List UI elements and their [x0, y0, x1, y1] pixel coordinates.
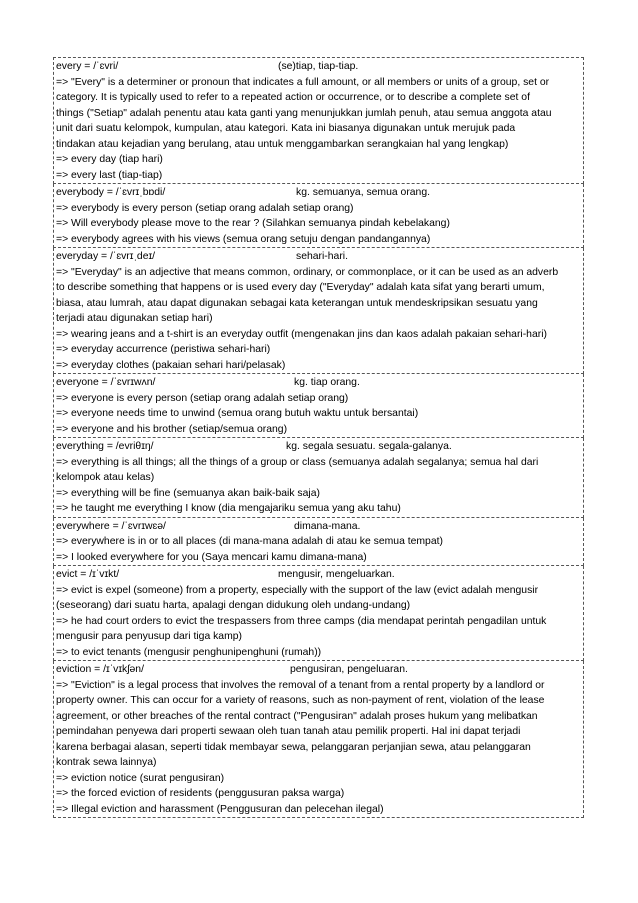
entry-meaning: kg. segala sesuatu. segala-galanya. — [286, 441, 452, 452]
entry-line: category. It is typically used to refer to a repeated action or occurrence, or to describe a complete set of — [56, 92, 530, 103]
dictionary-entry — [53, 184, 584, 248]
entry-headline — [56, 439, 581, 455]
entry-meaning: kg. semuanya, semua orang. — [296, 187, 430, 198]
entry-headline — [56, 375, 581, 391]
dictionary-entry — [53, 661, 584, 818]
entry-line-start: => everyone and his brother (setiap/semua orang) — [56, 423, 288, 435]
entry-term: evict = /ɪˈvɪkt/ — [56, 569, 120, 580]
entry-line-start: => evict is expel (someone) from a property, especially with the support of the law (evict adalah mengusir — [56, 584, 539, 596]
entry-line: to describe something that happens or is used every day ("Everyday" adalah kata sifat yang berarti umum, — [56, 282, 545, 293]
entry-meaning: sehari-hari. — [296, 251, 348, 262]
entry-term: everyone = /ˈɛvrɪwʌn/ — [56, 377, 156, 388]
entry-line: kelompok atau kelas) — [56, 472, 155, 483]
entry-headline — [56, 567, 581, 583]
entry-meaning: mengusir, mengeluarkan. — [278, 569, 395, 580]
dictionary-entry — [53, 374, 584, 438]
entry-term: everybody = /ˈɛvrɪˌbɒdi/ — [56, 187, 166, 198]
entry-line-start: => everyone is every person (setiap orang adalah setiap orang) — [56, 392, 349, 404]
entry-meaning: kg. tiap orang. — [294, 377, 360, 388]
entry-line-start: => everyone needs time to unwind (semua orang butuh waktu untuk bersantai) — [56, 408, 419, 419]
entry-headline — [56, 249, 581, 265]
entry-headline — [56, 662, 581, 678]
entry-line-start: => "Everyday" is an adjective that means common, ordinary, or commonplace, or it can be used as an adverb — [56, 266, 559, 278]
entry-line-start: => eviction notice (surat pengusiran) — [56, 772, 225, 784]
entry-term: everything = /evriθɪŋ/ — [56, 441, 154, 452]
entry-line-start: => everyday accurrence (peristiwa sehari-hari) — [56, 344, 271, 355]
entry-line-start: => everybody agrees with his views (semua orang setuju dengan pandangannya) — [56, 233, 431, 245]
entry-line-start: => Illegal eviction and harassment (Penggusuran dan pelecehan ilegal) — [56, 803, 384, 815]
entry-line: things ("Setiap" adalah penentu atau kata ganti yang menunjukkan jumlah penuh, atau semua anggota atau — [56, 107, 552, 119]
entry-line-start: => "Every" is a determiner or pronoun that indicates a full amount, or all members or units of a group, set or — [56, 76, 550, 88]
entry-line: biasa, atau lumrah, atau dapat digunakan sebagai kata keterangan untuk mendeskripsikan sesuatu yang — [56, 297, 538, 309]
entry-headline — [56, 185, 581, 201]
entry-line-start: => everyday clothes (pakaian sehari hari/pelasak) — [56, 359, 286, 371]
entry-line: mengusir para penyusup dari tiga kamp) — [56, 631, 242, 642]
dictionary-entry — [53, 518, 584, 567]
entry-line: (seseorang) dari suatu harta, apalagi dengan didukung oleh undang-undang) — [56, 600, 411, 611]
dictionary-entry — [53, 248, 584, 374]
entry-line-start: => Will everybody please move to the rear ? (Silahkan semuanya pindah kebelakang) — [56, 218, 450, 229]
entry-term: every = /ˈɛvri/ — [56, 61, 119, 72]
entry-line-start: => everywhere is in or to all places (di mana-mana adalah di atau ke semua tempat) — [56, 536, 443, 547]
entry-line: kontrak sewa lainnya) — [56, 757, 157, 768]
entry-term: everywhere = /ˈɛvrɪwɛə/ — [56, 520, 166, 532]
dictionary-entry — [53, 438, 584, 518]
dictionary-entry — [53, 57, 584, 184]
entry-headline — [56, 519, 581, 535]
entry-line: property owner. This can occur for a variety of reasons, such as non-payment of rent, violation of the lease — [56, 695, 545, 706]
entry-line: pemindahan penyewa dari properti sewaan oleh tuan tanah atau pemilik properti. Hal ini dapat terjadi — [56, 726, 521, 737]
entry-line-start: => to evict tenants (mengusir penghunipenghuni (rumah)) — [56, 646, 322, 658]
entry-meaning: pengusiran, pengeluaran. — [290, 664, 408, 675]
dictionary-entry — [53, 566, 584, 661]
dictionary-document — [53, 57, 584, 818]
entry-line-start: => wearing jeans and a t-shirt is an everyday outfit (mengenakan jins dan kaos adalah pakaian sehari-hari) — [56, 328, 547, 340]
entry-line: agreement, or other breaches of the rental contract ("Pengusiran" adalah proses hukum yang melibatkan — [56, 710, 538, 722]
entry-meaning: (se)tiap, tiap-tiap. — [278, 61, 359, 72]
entry-line-start: => everything is all things; all the things of a group or class (semuanya adalah segalanya; semua hal dari — [56, 456, 539, 468]
entry-line: tindakan atau kejadian yang berulang, atau untuk menggambarkan serangkaian hal yang lengkap) — [56, 138, 509, 150]
entry-line-start: => everything will be fine (semuanya akan baik-baik saja) — [56, 487, 320, 499]
entry-headline — [56, 59, 581, 75]
entry-meaning: dimana-mana. — [294, 520, 361, 532]
entry-line-start: => he taught me everything I know (dia mengajariku semua yang aku tahu) — [56, 503, 401, 514]
entry-line-start: => I looked everywhere for you (Saya mencari kamu dimana-mana) — [56, 551, 367, 563]
entry-line-start: => every last (tiap-tiap) — [56, 169, 163, 181]
entry-term: everyday = /ˈɛvrɪˌdeɪ/ — [56, 251, 156, 262]
entry-line-start: => "Eviction" is a legal process that involves the removal of a tenant from a rental property by a landlord or — [56, 679, 545, 691]
entry-line-start: => everybody is every person (setiap orang adalah setiap orang) — [56, 202, 354, 214]
entry-term: eviction = /ɪˈvɪkʃən/ — [56, 664, 144, 675]
entry-line-start: => every day (tiap hari) — [56, 154, 163, 165]
entry-line: terjadi atau digunakan setiap hari) — [56, 313, 213, 324]
entry-line: unit dari suatu kelompok, kumpulan, atau kategori. Kata ini biasanya digunakan untuk merujuk pada — [56, 123, 516, 134]
entry-line-start: => the forced eviction of residents (penggusuran paksa warga) — [56, 788, 345, 799]
entry-line: karena berbagai alasan, seperti tidak membayar sewa, pelanggaran perjanjian sewa, atau pelanggaran — [56, 741, 531, 753]
entry-line-start: => he had court orders to evict the trespassers from three camps (dia mendapat perintah pengadilan untuk — [56, 615, 547, 627]
